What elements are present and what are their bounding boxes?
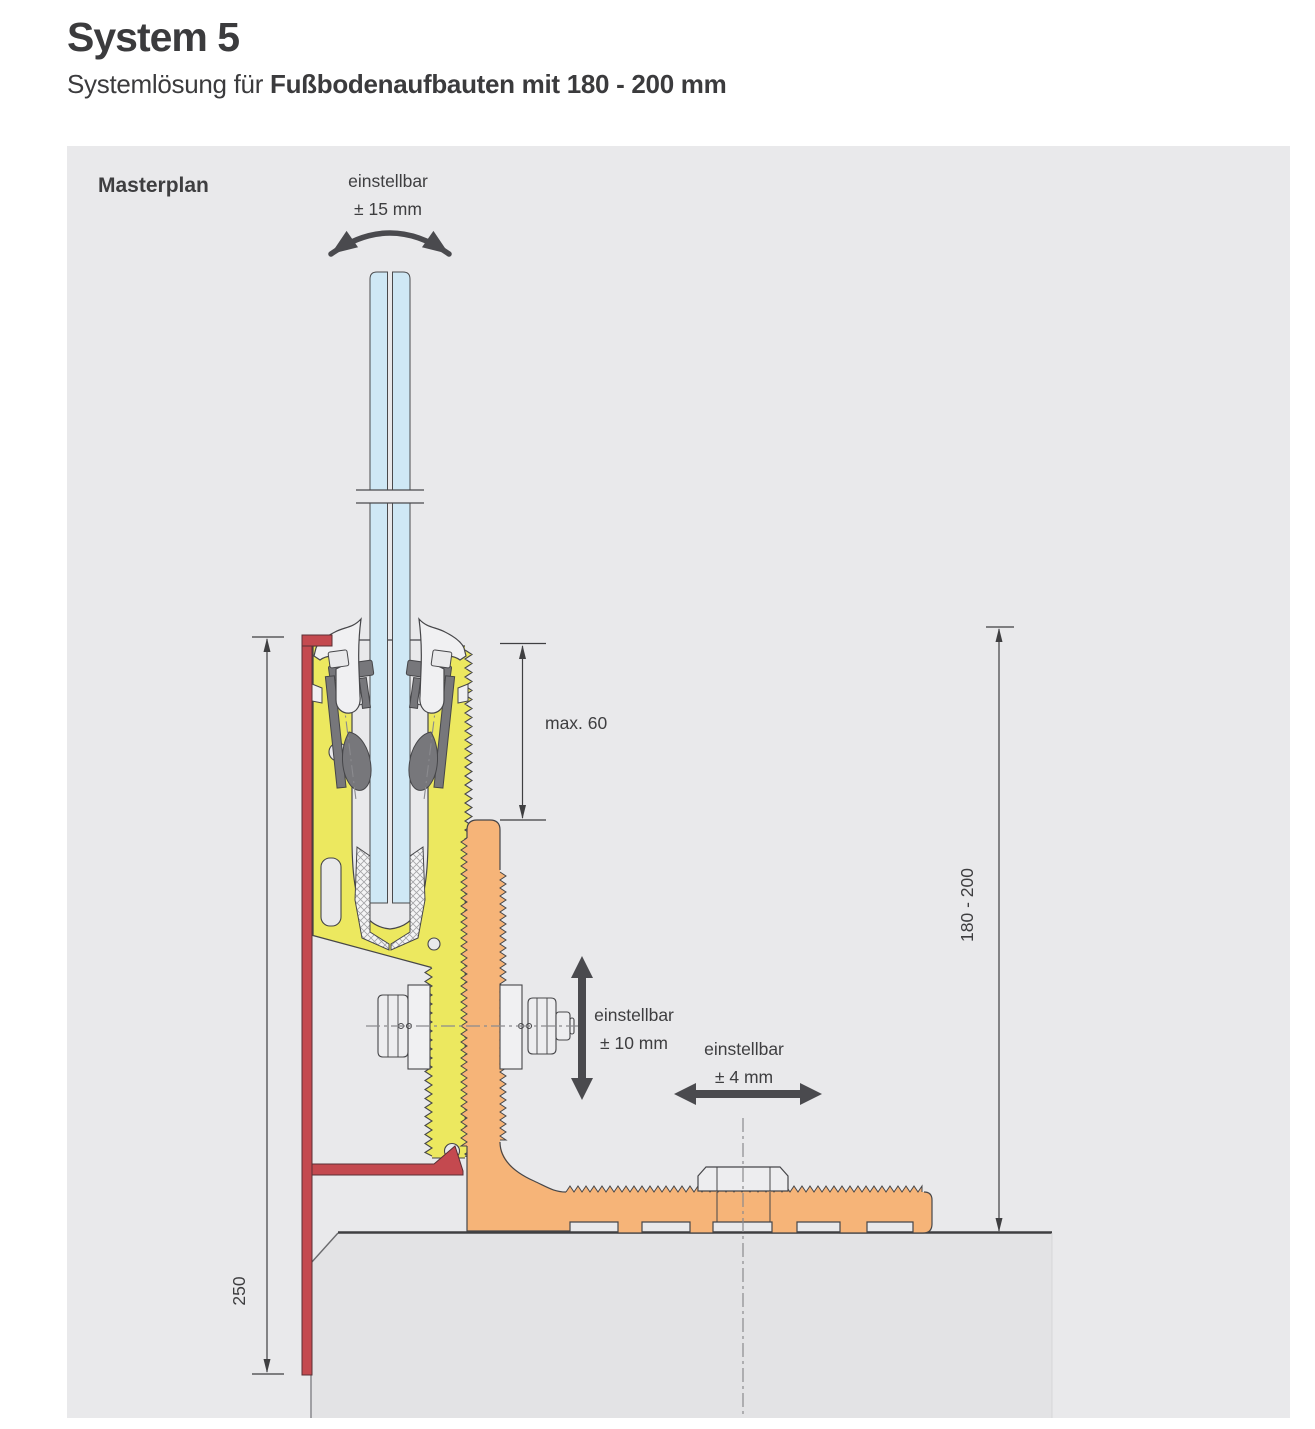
horizontal-adjust-label: einstellbar ± 4 mm: [704, 1039, 784, 1087]
subtitle-bold: Fußbodenaufbauten mit 180 - 200 mm: [270, 69, 727, 99]
floor-slab: [311, 1233, 1052, 1419]
subtitle-prefix: Systemlösung für: [67, 69, 270, 99]
title-block: [67, 14, 726, 100]
profile-height-label: 250: [229, 1276, 249, 1306]
dimension-180-200: [986, 627, 1014, 1232]
adjust-arrow-curved: [325, 231, 454, 262]
vertical-adjust-label: einstellbar ± 10 mm: [594, 1005, 674, 1053]
page-title: System 5: [67, 14, 240, 60]
plan-label: Masterplan: [98, 174, 209, 197]
clamp-max-label: max. 60: [545, 713, 608, 733]
floor-range-label: 180 - 200: [957, 868, 977, 942]
top-adjust-label: einstellbar ± 15 mm: [348, 171, 428, 219]
dimension-max60: [500, 644, 546, 821]
diagram-svg: [67, 146, 1290, 1418]
dimension-250: [252, 637, 284, 1374]
diagram-panel: [67, 146, 1290, 1418]
page-subtitle: [67, 69, 726, 100]
